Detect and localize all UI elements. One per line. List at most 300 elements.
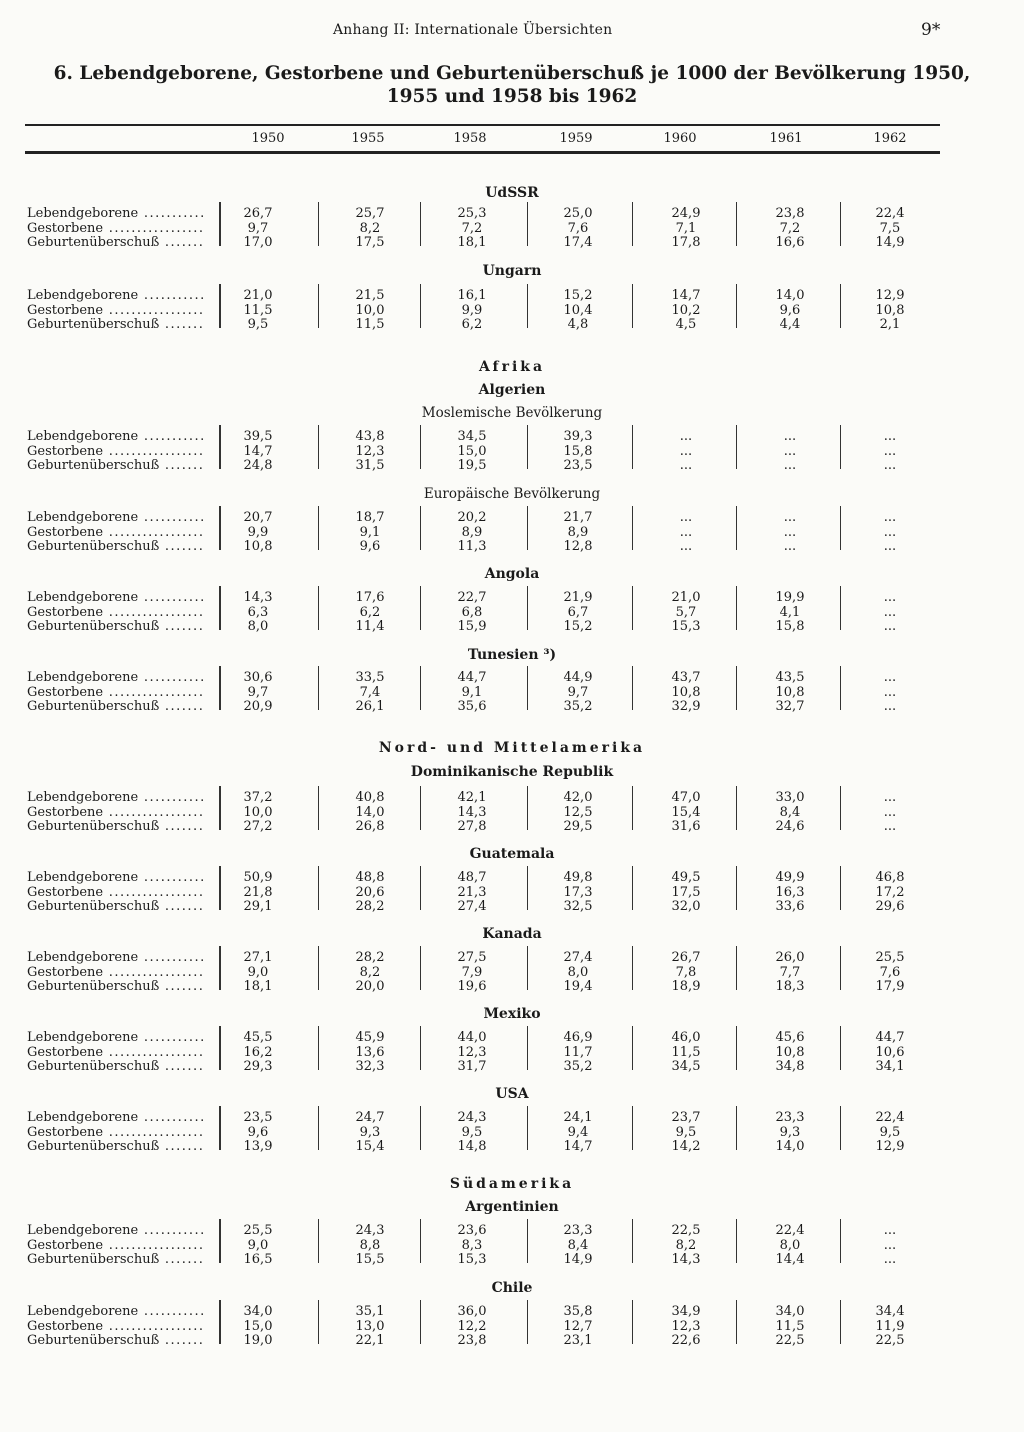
subgroup-heading: Moslemische Bevölkerung	[421, 405, 603, 421]
table-row	[0, 1223, 1024, 1238]
table-cell: 4,5	[675, 317, 697, 332]
table-cell: 49,8	[563, 870, 593, 885]
row-label: Geburtenüberschuß .....	[27, 1139, 205, 1154]
table-cell: 32,5	[563, 899, 593, 914]
subgroup-heading: Europäische Bevölkerung	[423, 486, 601, 502]
table-row	[0, 965, 1024, 980]
table-cell: 10,4	[563, 302, 593, 318]
table-cell: 35,1	[355, 1304, 385, 1319]
table-cell: 16,2	[243, 1044, 273, 1060]
table-row	[0, 288, 1024, 303]
table-cell: 49,9	[775, 870, 805, 885]
table-cell: 43,8	[355, 429, 385, 444]
row-label: Geburtenüberschuß .....	[27, 699, 205, 714]
table-cell: 29,6	[875, 899, 905, 914]
table-cell: ...	[883, 670, 897, 685]
table-cell: 14,0	[775, 288, 805, 303]
table-cell: 14,3	[243, 590, 273, 605]
table-cell: 25,5	[875, 950, 905, 965]
table-cell: ...	[883, 699, 897, 714]
table-row	[0, 805, 1024, 820]
table-cell: 9,3	[779, 1124, 801, 1140]
table-cell: 4,4	[779, 317, 801, 332]
table-cell: 13,9	[243, 1139, 273, 1154]
table-cell: 15,2	[563, 619, 593, 634]
table-cell: 14,9	[563, 1252, 593, 1267]
table-cell: 7,5	[879, 220, 901, 236]
table-cell: ...	[883, 1237, 897, 1253]
row-label: Gestorbene .....	[27, 805, 205, 820]
table-cell: 8,2	[675, 1237, 697, 1253]
table-row	[0, 1333, 1024, 1348]
table-cell: ...	[883, 819, 897, 834]
table-cell: ...	[883, 684, 897, 700]
table-cell: 34,1	[875, 1059, 905, 1074]
year-header: 1961	[769, 131, 803, 146]
row-label: Gestorbene .....	[27, 1319, 205, 1334]
table-cell: 9,6	[247, 1124, 269, 1140]
year-header: 1955	[351, 131, 385, 146]
table-cell: 9,7	[247, 684, 269, 700]
table-cell: ...	[783, 524, 797, 540]
table-cell: 15,4	[671, 804, 701, 820]
table-cell: 7,8	[675, 964, 697, 980]
table-cell: 25,5	[243, 1223, 273, 1238]
table-cell: 6,2	[461, 317, 483, 332]
table-title-line-2: 1955 und 1958 bis 1962	[386, 86, 638, 107]
table-cell: 12,9	[875, 1139, 905, 1154]
table-cell: 20,2	[457, 510, 487, 525]
table-cell: 11,4	[355, 619, 385, 634]
row-label: Lebendgeborene .....	[27, 1110, 205, 1125]
table-cell: 10,8	[243, 539, 273, 554]
table-cell: 34,9	[671, 1304, 701, 1319]
table-cell: 34,0	[243, 1304, 273, 1319]
row-label: Gestorbene .....	[27, 1238, 205, 1253]
table-title-line-1: 6. Lebendgeborene, Gestorbene und Geburtenüberschuß je 1000 der Bevölkerung 1950,	[53, 63, 971, 84]
year-header: 1950	[251, 131, 285, 146]
table-row	[0, 1045, 1024, 1060]
table-cell: ...	[883, 1223, 897, 1238]
table-cell: 26,0	[775, 950, 805, 965]
table-cell: 21,0	[671, 590, 701, 605]
row-label: Gestorbene .....	[27, 1125, 205, 1140]
country-heading: Ungarn	[482, 263, 542, 279]
table-cell: 27,1	[243, 950, 273, 965]
table-cell: 39,3	[563, 429, 593, 444]
table-cell: 8,4	[779, 804, 801, 820]
table-cell: 48,8	[355, 870, 385, 885]
table-cell: 48,7	[457, 870, 487, 885]
table-cell: ...	[883, 590, 897, 605]
table-cell: ...	[783, 510, 797, 525]
table-row	[0, 1238, 1024, 1253]
table-row	[0, 1319, 1024, 1334]
table-cell: ...	[883, 458, 897, 473]
country-heading: Kanada	[482, 926, 542, 942]
table-cell: ...	[883, 429, 897, 444]
table-cell: ...	[883, 604, 897, 620]
table-cell: 26,1	[355, 699, 385, 714]
table-cell: 35,2	[563, 1059, 593, 1074]
table-cell: 17,8	[671, 235, 701, 250]
row-label: Lebendgeborene .....	[27, 288, 205, 303]
table-cell: 18,1	[457, 235, 487, 250]
table-cell: 7,2	[461, 220, 483, 236]
table-cell: 29,5	[563, 819, 593, 834]
table-cell: 11,5	[355, 317, 385, 332]
country-heading: USA	[495, 1086, 529, 1102]
table-cell: ...	[783, 443, 797, 459]
table-cell: 23,7	[671, 1110, 701, 1125]
table-cell: 11,5	[775, 1318, 805, 1334]
table-cell: 24,8	[243, 458, 273, 473]
table-cell: 22,4	[875, 206, 905, 221]
table-cell: 23,3	[775, 1110, 805, 1125]
region-heading: Nord- und Mittelamerika	[378, 740, 646, 756]
table-cell: 24,7	[355, 1110, 385, 1125]
row-label: Geburtenüberschuß .....	[27, 1059, 205, 1074]
table-cell: 13,0	[355, 1318, 385, 1334]
row-label: Lebendgeborene .....	[27, 1030, 205, 1045]
table-cell: 17,5	[671, 884, 701, 900]
row-label: Lebendgeborene .....	[27, 790, 205, 805]
country-heading: Mexiko	[483, 1006, 541, 1022]
table-cell: ...	[883, 790, 897, 805]
year-header: 1958	[453, 131, 487, 146]
year-header: 1960	[663, 131, 697, 146]
table-cell: 28,2	[355, 899, 385, 914]
table-cell: 17,3	[563, 884, 593, 900]
table-cell: 31,5	[355, 458, 385, 473]
country-heading: Chile	[491, 1280, 533, 1296]
table-row	[0, 510, 1024, 525]
table-cell: 10,8	[775, 684, 805, 700]
table-cell: 6,8	[461, 604, 483, 620]
table-cell: 26,8	[355, 819, 385, 834]
table-cell: 20,6	[355, 884, 385, 900]
table-cell: 44,7	[457, 670, 487, 685]
country-heading: Argentinien	[465, 1199, 559, 1215]
table-cell: 21,8	[243, 884, 273, 900]
table-row	[0, 206, 1024, 221]
table-cell: 5,7	[675, 604, 697, 620]
table-cell: 42,0	[563, 790, 593, 805]
table-cell: 16,1	[457, 288, 487, 303]
table-cell: 8,2	[359, 964, 381, 980]
table-row	[0, 699, 1024, 714]
row-label: Lebendgeborene .....	[27, 670, 205, 685]
table-cell: ...	[679, 539, 693, 554]
row-label: Geburtenüberschuß .....	[27, 235, 205, 250]
table-cell: 26,7	[671, 950, 701, 965]
table-cell: 21,0	[243, 288, 273, 303]
country-heading: Tunesien ³)	[467, 647, 557, 663]
table-cell: 27,4	[563, 950, 593, 965]
table-cell: 10,2	[671, 302, 701, 318]
table-cell: 12,3	[457, 1044, 487, 1060]
table-cell: 9,9	[247, 524, 269, 540]
table-row	[0, 979, 1024, 994]
table-cell: 40,8	[355, 790, 385, 805]
table-cell: ...	[679, 429, 693, 444]
country-heading: UdSSR	[485, 185, 539, 201]
table-cell: 23,5	[243, 1110, 273, 1125]
country-heading: Algerien	[478, 382, 546, 398]
table-cell: 45,9	[355, 1030, 385, 1045]
row-label: Lebendgeborene .....	[27, 510, 205, 525]
table-row	[0, 685, 1024, 700]
table-row	[0, 670, 1024, 685]
table-row	[0, 317, 1024, 332]
table-cell: 24,3	[355, 1223, 385, 1238]
table-cell: 43,7	[671, 670, 701, 685]
table-cell: 44,9	[563, 670, 593, 685]
table-row	[0, 1030, 1024, 1045]
table-cell: ...	[679, 524, 693, 540]
table-cell: 14,0	[355, 804, 385, 820]
table-cell: 33,6	[775, 899, 805, 914]
table-cell: 22,5	[671, 1223, 701, 1238]
table-cell: 29,1	[243, 899, 273, 914]
table-cell: 32,7	[775, 699, 805, 714]
table-cell: 9,7	[567, 684, 589, 700]
table-row	[0, 619, 1024, 634]
row-label: Geburtenüberschuß .....	[27, 539, 205, 554]
table-row	[0, 221, 1024, 236]
table-row	[0, 429, 1024, 444]
table-cell: 34,8	[775, 1059, 805, 1074]
table-row	[0, 790, 1024, 805]
table-cell: 9,4	[567, 1124, 589, 1140]
table-cell: 7,4	[359, 684, 381, 700]
table-cell: 45,6	[775, 1030, 805, 1045]
table-cell: 21,5	[355, 288, 385, 303]
row-label: Gestorbene .....	[27, 965, 205, 980]
table-cell: 8,8	[359, 1237, 381, 1253]
table-cell: 9,0	[247, 1237, 269, 1253]
table-cell: 4,8	[567, 317, 589, 332]
row-label: Lebendgeborene .....	[27, 1223, 205, 1238]
table-cell: 11,9	[875, 1318, 905, 1334]
table-cell: 21,7	[563, 510, 593, 525]
table-row	[0, 444, 1024, 459]
table-cell: 14,0	[775, 1139, 805, 1154]
table-cell: 20,0	[355, 979, 385, 994]
table-cell: ...	[883, 1252, 897, 1267]
table-cell: 27,8	[457, 819, 487, 834]
table-cell: 9,5	[879, 1124, 901, 1140]
table-cell: 9,0	[247, 964, 269, 980]
table-cell: 23,6	[457, 1223, 487, 1238]
table-cell: 9,5	[461, 1124, 483, 1140]
region-heading: Afrika	[478, 359, 546, 375]
row-label: Geburtenüberschuß .....	[27, 619, 205, 634]
table-cell: 9,1	[461, 684, 483, 700]
row-label: Geburtenüberschuß .....	[27, 1252, 205, 1267]
table-cell: 17,4	[563, 235, 593, 250]
table-cell: 26,7	[243, 206, 273, 221]
row-label: Lebendgeborene .....	[27, 870, 205, 885]
table-cell: 7,6	[567, 220, 589, 236]
table-cell: 31,7	[457, 1059, 487, 1074]
table-cell: 44,0	[457, 1030, 487, 1045]
table-cell: 9,9	[461, 302, 483, 318]
row-label: Geburtenüberschuß .....	[27, 1333, 205, 1348]
table-cell: 14,3	[457, 804, 487, 820]
table-cell: 20,9	[243, 699, 273, 714]
table-cell: 19,4	[563, 979, 593, 994]
table-cell: 12,3	[355, 443, 385, 459]
table-cell: 10,8	[775, 1044, 805, 1060]
table-cell: 25,7	[355, 206, 385, 221]
year-header: 1962	[873, 131, 907, 146]
table-cell: 7,7	[779, 964, 801, 980]
table-row	[0, 1110, 1024, 1125]
table-cell: 19,0	[243, 1333, 273, 1348]
table-cell: 12,9	[875, 288, 905, 303]
table-cell: 17,6	[355, 590, 385, 605]
row-label: Gestorbene .....	[27, 525, 205, 540]
table-cell: 8,9	[461, 524, 483, 540]
table-cell: 42,1	[457, 790, 487, 805]
table-cell: 17,9	[875, 979, 905, 994]
table-cell: 29,3	[243, 1059, 273, 1074]
table-cell: 17,2	[875, 884, 905, 900]
row-label: Gestorbene .....	[27, 1045, 205, 1060]
table-row	[0, 1252, 1024, 1267]
table-cell: 27,2	[243, 819, 273, 834]
table-cell: 20,7	[243, 510, 273, 525]
table-cell: 23,3	[563, 1223, 593, 1238]
table-cell: 17,0	[243, 235, 273, 250]
table-cell: 6,3	[247, 604, 269, 620]
table-row	[0, 1125, 1024, 1140]
table-cell: 27,5	[457, 950, 487, 965]
table-row	[0, 303, 1024, 318]
table-cell: 15,3	[457, 1252, 487, 1267]
table-cell: 15,2	[563, 288, 593, 303]
table-cell: 22,4	[775, 1223, 805, 1238]
row-label: Geburtenüberschuß .....	[27, 819, 205, 834]
row-label: Geburtenüberschuß .....	[27, 317, 205, 332]
table-cell: 32,0	[671, 899, 701, 914]
country-heading: Angola	[484, 566, 540, 582]
table-cell: 11,5	[243, 302, 273, 318]
table-cell: 9,5	[675, 1124, 697, 1140]
table-cell: 35,6	[457, 699, 487, 714]
table-cell: 13,6	[355, 1044, 385, 1060]
table-cell: ...	[883, 524, 897, 540]
table-cell: 34,5	[457, 429, 487, 444]
row-label: Lebendgeborene .....	[27, 950, 205, 965]
table-cell: 33,5	[355, 670, 385, 685]
table-row	[0, 1139, 1024, 1154]
table-row	[0, 950, 1024, 965]
table-cell: 28,2	[355, 950, 385, 965]
table-cell: 22,1	[355, 1333, 385, 1348]
table-cell: 18,1	[243, 979, 273, 994]
table-cell: 46,0	[671, 1030, 701, 1045]
table-cell: 25,0	[563, 206, 593, 221]
table-cell: 14,7	[671, 288, 701, 303]
table-cell: 19,9	[775, 590, 805, 605]
table-cell: 12,3	[671, 1318, 701, 1334]
table-cell: 10,0	[355, 302, 385, 318]
table-cell: 8,0	[567, 964, 589, 980]
table-cell: 34,4	[875, 1304, 905, 1319]
table-cell: 11,3	[457, 539, 487, 554]
table-cell: 21,3	[457, 884, 487, 900]
table-cell: 18,7	[355, 510, 385, 525]
table-cell: 2,1	[879, 317, 901, 332]
table-cell: 22,4	[875, 1110, 905, 1125]
table-cell: 34,0	[775, 1304, 805, 1319]
table-cell: 24,6	[775, 819, 805, 834]
table-cell: 31,6	[671, 819, 701, 834]
table-cell: 23,8	[775, 206, 805, 221]
table-cell: 15,0	[243, 1318, 273, 1334]
table-cell: 22,6	[671, 1333, 701, 1348]
table-row	[0, 885, 1024, 900]
table-cell: 12,2	[457, 1318, 487, 1334]
table-cell: 36,0	[457, 1304, 487, 1319]
row-label: Gestorbene .....	[27, 605, 205, 620]
table-cell: 37,2	[243, 790, 273, 805]
table-cell: 14,3	[671, 1252, 701, 1267]
running-title: Anhang II: Internationale Übersichten	[333, 22, 613, 38]
table-cell: 32,3	[355, 1059, 385, 1074]
table-cell: 35,8	[563, 1304, 593, 1319]
row-label: Lebendgeborene .....	[27, 590, 205, 605]
table-cell: 9,6	[779, 302, 801, 318]
table-cell: 39,5	[243, 429, 273, 444]
table-cell: 6,2	[359, 604, 381, 620]
table-cell: 6,7	[567, 604, 589, 620]
table-cell: 12,8	[563, 539, 593, 554]
table-cell: 23,8	[457, 1333, 487, 1348]
table-cell: 16,3	[775, 884, 805, 900]
row-label: Gestorbene .....	[27, 685, 205, 700]
page-number: 9*	[921, 20, 941, 40]
table-cell: 32,9	[671, 699, 701, 714]
table-row	[0, 1304, 1024, 1319]
row-label: Geburtenüberschuß .....	[27, 899, 205, 914]
table-cell: 15,5	[355, 1252, 385, 1267]
table-cell: 43,5	[775, 670, 805, 685]
table-cell: 18,9	[671, 979, 701, 994]
table-cell: 33,0	[775, 790, 805, 805]
row-label: Gestorbene .....	[27, 303, 205, 318]
table-cell: 7,1	[675, 220, 697, 236]
table-cell: 10,8	[671, 684, 701, 700]
table-cell: 15,8	[775, 619, 805, 634]
table-cell: 8,0	[779, 1237, 801, 1253]
table-cell: 27,4	[457, 899, 487, 914]
row-label: Gestorbene .....	[27, 885, 205, 900]
country-heading: Dominikanische Republik	[410, 764, 614, 780]
table-row	[0, 819, 1024, 834]
country-heading: Guatemala	[469, 846, 555, 862]
table-cell: 22,5	[875, 1333, 905, 1348]
table-cell: 8,9	[567, 524, 589, 540]
table-cell: 9,1	[359, 524, 381, 540]
table-cell: 8,4	[567, 1237, 589, 1253]
table-cell: 10,6	[875, 1044, 905, 1060]
table-cell: 44,7	[875, 1030, 905, 1045]
table-cell: 9,5	[247, 317, 269, 332]
table-cell: ...	[883, 804, 897, 820]
